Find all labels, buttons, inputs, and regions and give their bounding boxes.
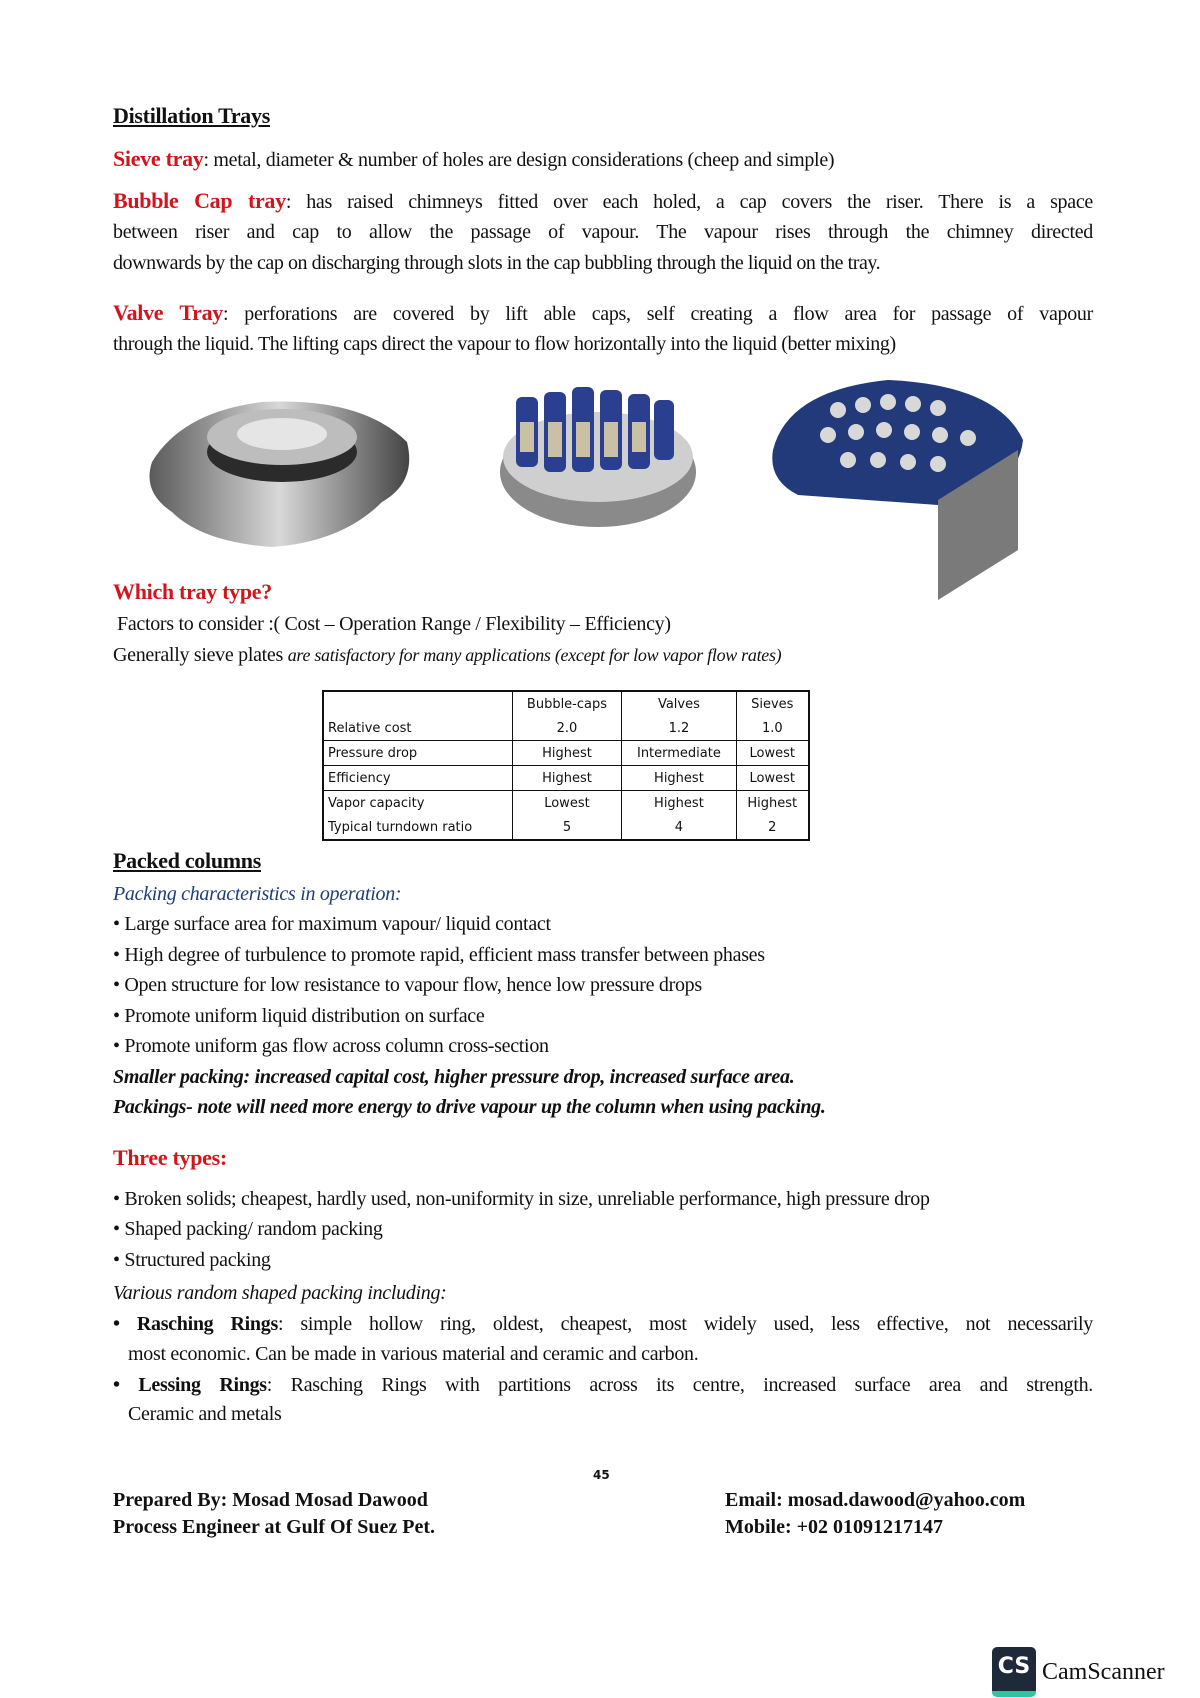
rasching-rings-line-2: most economic. Can be made in various material and ceramic and carbon. xyxy=(128,1343,699,1365)
table-cell: Highest xyxy=(736,791,809,816)
list-item: • Structured packing xyxy=(113,1249,271,1271)
bubble-cap-image xyxy=(496,382,701,537)
various-packing-subheading: Various random shaped packing including: xyxy=(113,1282,447,1304)
list-item: • Promote uniform gas flow across column cross-section xyxy=(113,1035,549,1057)
list-item: • Broken solids; cheapest, hardly used, non-uniformity in size, unreliable performance, high pressure drop xyxy=(113,1188,930,1210)
valve-tray-label: Valve Tray xyxy=(113,300,223,325)
table-cell: Relative cost xyxy=(328,720,412,736)
table-row xyxy=(323,815,809,840)
packed-columns-heading: Packed columns xyxy=(113,848,261,873)
table-row xyxy=(323,716,809,741)
footer-author xyxy=(113,1487,435,1541)
bubble-cap-line-2: between riser and cap to allow the passage of vapour. The vapour rises through the chimney directed xyxy=(113,221,1093,243)
bubble-cap-text: : has raised chimneys fitted over each holed, a cap covers the riser. There is a space xyxy=(285,191,1093,213)
email-text: Email: mosad.dawood@yahoo.com xyxy=(725,1489,1026,1511)
generally-italic: are satisfactory for many applications (except for low vapor flow rates) xyxy=(287,645,782,665)
camscanner-label: CamScanner xyxy=(1042,1658,1165,1685)
three-types-heading: Three types: xyxy=(113,1145,227,1170)
valve-tray-line-1 xyxy=(113,301,1093,326)
table-cell: Lowest xyxy=(512,791,622,816)
generally-lead: Generally sieve plates xyxy=(113,644,288,666)
table-cell: Highest xyxy=(512,766,622,791)
table-header: Sieves xyxy=(736,691,809,716)
table-cell: 2 xyxy=(736,815,809,840)
lessing-rings-line-1 xyxy=(113,1373,1093,1397)
author-role: Process Engineer at Gulf Of Suez Pet. xyxy=(113,1516,435,1538)
valve-cap-image xyxy=(142,382,422,557)
valve-tray-text: : perforations are covered by lift able caps, self creating a flow area for passage of vapour xyxy=(222,303,1093,325)
bubble-cap-line-1 xyxy=(113,189,1093,214)
list-item: • Promote uniform liquid distribution on surface xyxy=(113,1005,485,1027)
table-row xyxy=(323,791,809,816)
lessing-rings-line-2: Ceramic and metals xyxy=(128,1403,282,1425)
camscanner-watermark xyxy=(992,1647,1165,1697)
table-header-row xyxy=(323,691,809,716)
list-item: • Large surface area for maximum vapour/ liquid contact xyxy=(113,913,551,935)
table-cell: 5 xyxy=(512,815,622,840)
sieve-tray-image xyxy=(768,380,1028,600)
page-title: Distillation Trays xyxy=(113,103,270,128)
table-cell: Vapor capacity xyxy=(323,791,512,816)
table-cell: Pressure drop xyxy=(323,741,512,766)
sieve-tray-label: Sieve tray xyxy=(113,146,204,171)
rasching-rings-text: : simple hollow ring, oldest, cheapest, most widely used, less effective, not necessarily xyxy=(277,1313,1093,1335)
generally-text xyxy=(113,643,781,667)
table-header: Bubble-caps xyxy=(512,691,622,716)
camscanner-logo-icon: CS xyxy=(992,1647,1036,1697)
table-cell: 2.0 xyxy=(512,716,622,741)
sieve-tray-paragraph xyxy=(113,147,834,172)
table-cell: Efficiency xyxy=(323,766,512,791)
tray-comparison-table xyxy=(322,690,810,841)
rasching-rings-line-1 xyxy=(113,1312,1093,1336)
table-cell: 1.2 xyxy=(622,716,736,741)
prepared-by: Prepared By: Mosad Mosad Dawood xyxy=(113,1489,428,1511)
rasching-rings-label: • Rasching Rings xyxy=(113,1313,278,1335)
list-item: • Open structure for low resistance to vapour flow, hence low pressure drops xyxy=(113,974,702,996)
mobile-text: Mobile: +02 01091217147 xyxy=(725,1516,944,1538)
sieve-tray-text: : metal, diameter & number of holes are design considerations (cheep and simple) xyxy=(203,149,835,171)
table-cell: Intermediate xyxy=(622,741,736,766)
lessing-rings-text: : Rasching Rings with partitions across its centre, increased surface area and strength. xyxy=(266,1374,1093,1396)
packings-energy-note: Packings- note will need more energy to drive vapour up the column when using packing. xyxy=(113,1096,826,1118)
bubble-cap-label: Bubble Cap tray xyxy=(113,188,286,213)
table-cell: 4 xyxy=(622,815,736,840)
smaller-packing-note: Smaller packing: increased capital cost, higher pressure drop, increased surface area. xyxy=(113,1066,795,1088)
table-cell: Highest xyxy=(622,791,736,816)
table-cell: Highest xyxy=(512,741,622,766)
list-item: • Shaped packing/ random packing xyxy=(113,1218,383,1240)
page-number: 45 xyxy=(593,1468,610,1482)
packing-characteristics-subheading: Packing characteristics in operation: xyxy=(113,883,402,905)
bubble-cap-line-3: downwards by the cap on discharging through slots in the cap bubbling through the liquid on the tray. xyxy=(113,252,881,274)
table-row xyxy=(323,741,809,766)
valve-tray-line-2: through the liquid. The lifting caps direct the vapour to flow horizontally into the liquid (better mixing) xyxy=(113,333,896,355)
table-cell: Lowest xyxy=(736,766,809,791)
factors-text: Factors to consider :( Cost – Operation Range / Flexibility – Efficiency) xyxy=(117,613,671,635)
list-item: • High degree of turbulence to promote rapid, efficient mass transfer between phases xyxy=(113,944,765,966)
table-cell: Highest xyxy=(622,766,736,791)
table-header: Valves xyxy=(622,691,736,716)
table-cell xyxy=(323,691,512,716)
footer-contact xyxy=(725,1487,1025,1541)
lessing-rings-label: • Lessing Rings xyxy=(113,1374,267,1396)
table-cell: Typical turndown ratio xyxy=(328,819,473,835)
table-row xyxy=(323,766,809,791)
which-tray-heading: Which tray type? xyxy=(113,579,272,604)
table-cell: 1.0 xyxy=(736,716,809,741)
table-cell: Lowest xyxy=(736,741,809,766)
